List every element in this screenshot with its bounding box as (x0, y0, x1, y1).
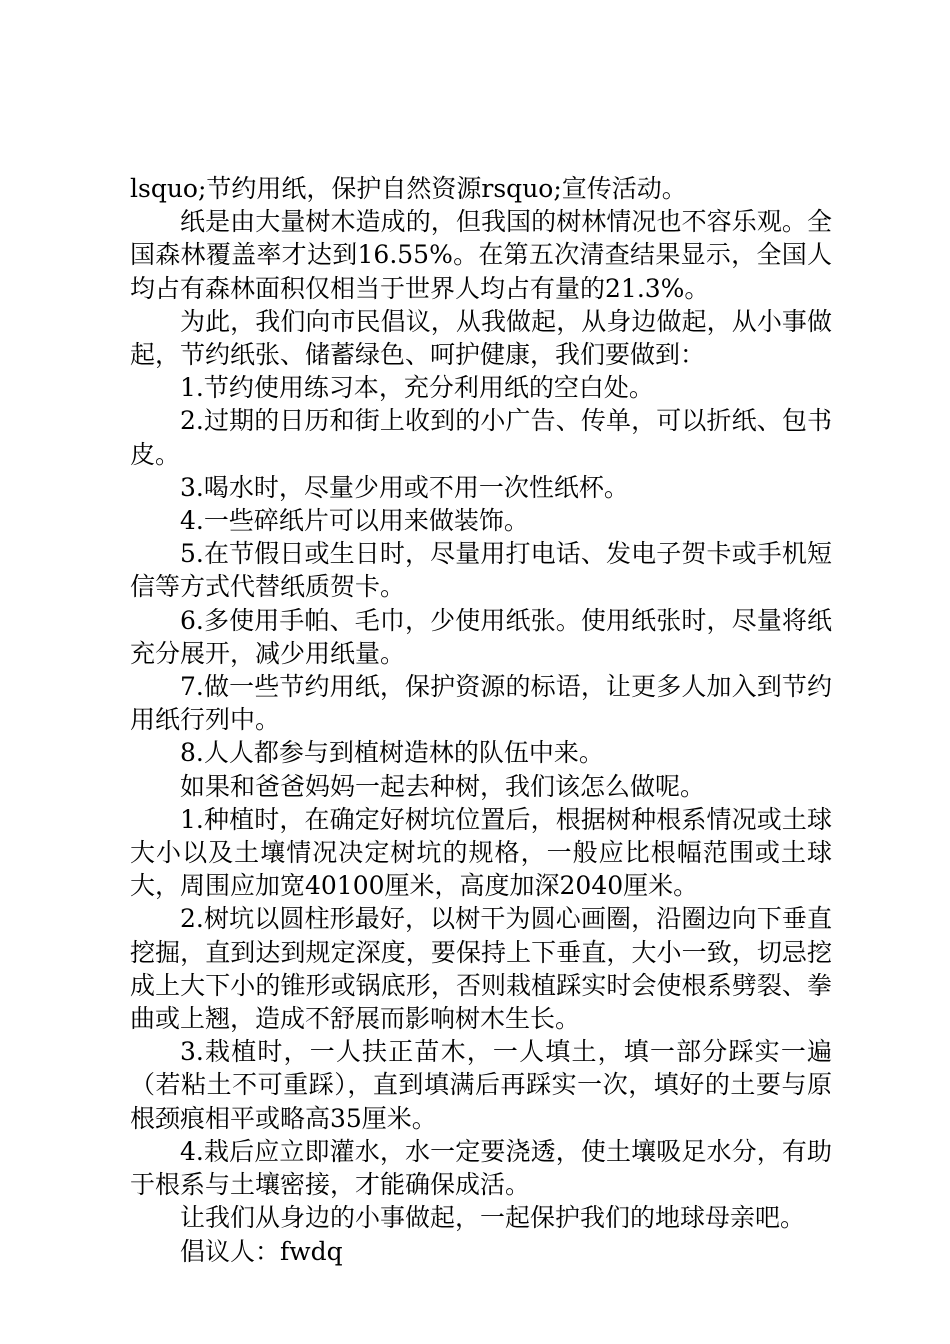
list-item-paper-3: 3.喝水时，尽量少用或不用一次性纸杯。 (180, 472, 629, 502)
paragraph-proposal-intro: 为此，我们向市民倡议，从我做起，从身边做起，从小事做起，节约纸张、储蓄绿色、呵护健康，我们要做到： (130, 306, 832, 370)
list-item-paper-2: 2.过期的日历和街上收到的小广告、传单，可以折纸、包书皮。 (130, 406, 832, 469)
paragraph-tree-planting-intro: 如果和爸爸妈妈一起去种树，我们该怎么做呢。 (180, 771, 706, 801)
paragraph-closing: 让我们从身边的小事做起，一起保护我们的地球母亲吧。 (180, 1203, 806, 1233)
list-item-paper-7: 7.做一些节约用纸，保护资源的标语，让更多人加入到节约用纸行列中。 (130, 672, 832, 735)
list-item-paper-6: 6.多使用手帕、毛巾，少使用纸张。使用纸张时，尽量将纸充分展开，减少用纸量。 (130, 605, 832, 668)
list-item-paper-5: 5.在节假日或生日时，尽量用打电话、发电子贺卡或手机短信等方式代替纸质贺卡。 (130, 539, 832, 602)
paragraph-forest-status: 纸是由大量树木造成的，但我国的树林情况也不容乐观。全国森林覆盖率才达到16.55%。在第五次清查结果显示，全国人均占有森林面积仅相当于世界人均占有量的21.3%。 (130, 207, 832, 303)
list-item-planting-2: 2.树坑以圆柱形最好，以树干为圆心画圈，沿圈边向下垂直挖掘，直到达到规定深度，要保持上下垂直，大小一致，切忌挖成上大下小的锥形或锅底形，否则栽植踩实时会使根系劈裂、拳曲或上翘，造成不舒展而影响树木生长。 (130, 904, 832, 1034)
signature-line: 倡议人：fwdq (180, 1236, 343, 1266)
list-item-planting-3: 3.栽植时，一人扶正苗木，一人填土，填一部分踩实一遍（若粘土不可重踩），直到填满后再踩实一次，填好的土要与原根颈痕相平或略高35厘米。 (130, 1037, 832, 1133)
list-item-planting-1: 1.种植时，在确定好树坑位置后，根据树种根系情况或土球大小以及土壤情况决定树坑的规格，一般应比根幅范围或土球大，周围应加宽40100厘米，高度加深2040厘米。 (130, 804, 832, 901)
list-item-paper-8: 8.人人都参与到植树造林的队伍中来。 (180, 738, 604, 768)
document-body (130, 172, 832, 1268)
list-item-planting-4: 4.栽后应立即灌水，水一定要浇透，使土壤吸足水分，有助于根系与土壤密接，才能确保成活。 (130, 1136, 832, 1200)
list-item-paper-1: 1.节约使用练习本，充分利用纸的空白处。 (180, 373, 654, 403)
list-item-paper-4: 4.一些碎纸片可以用来做装饰。 (180, 506, 529, 536)
paragraph-heading-line: lsquo;节约用纸，保护自然资源rsquo;宣传活动。 (130, 174, 687, 203)
